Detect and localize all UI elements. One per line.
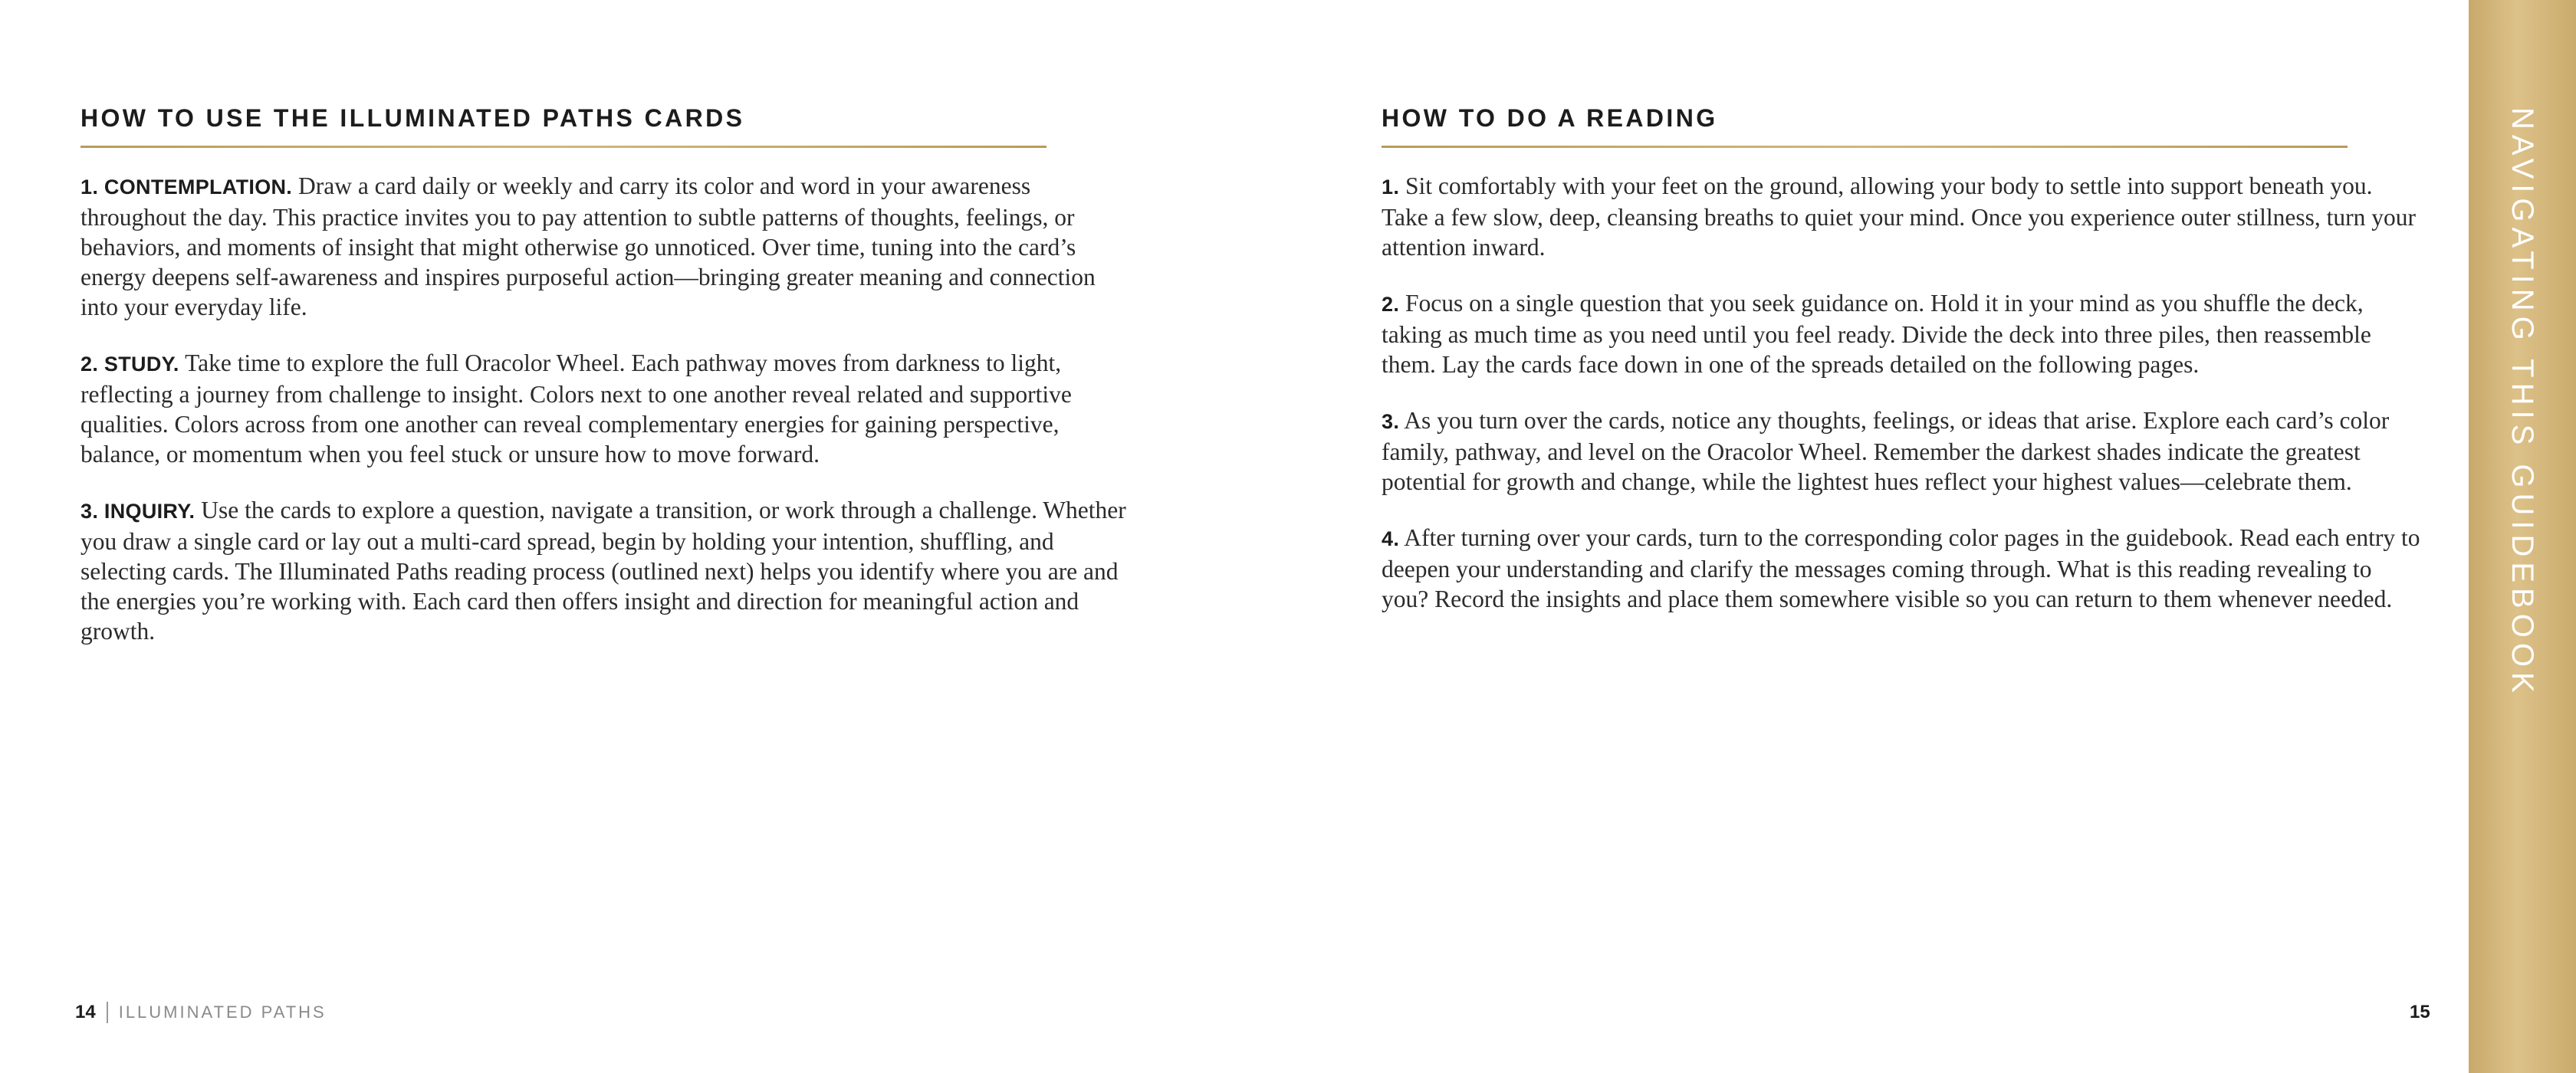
footer-divider [107, 1002, 108, 1023]
paragraph-text: Use the cards to explore a question, navigate a transition, or work through a challenge. Whether you draw a single card or lay out a multi-card spread, begin by holding your intention, shuffling, and selecting cards. The Illuminated Paths reading process (outlined next) helps you identify where you are and the energies you’re working with. Each card then offers insight and direction for meaningful action and growth. [80, 497, 1126, 645]
paragraph-lead: 1. CONTEMPLATION. [80, 176, 293, 199]
paragraph-text: After turning over your cards, turn to the corresponding color pages in the guidebook. Read each entry to deepen your understanding and clarify the messages coming through. What is this reading revealing to you? Record the insights and place them somewhere visible so you can return to them whenever needed. [1382, 524, 2420, 612]
left-section-heading: HOW TO USE THE ILLUMINATED PATHS CARDS [80, 104, 745, 132]
right-paragraph-step-4 [1382, 523, 2424, 614]
paragraph-text: Take time to explore the full Oracolor Wheel. Each pathway moves from darkness to light, reflecting a journey from challenge to insight. Colors next to one another reveal related and supportive qualities. Colors across from one another can reveal complementary energies for gaining perspective, balance, or momentum when you feel stuck or unsure how to move forward. [80, 349, 1072, 468]
paragraph-text: As you turn over the cards, notice any thoughts, feelings, or ideas that arise. Explore each card’s color family, pathway, and level on the Oracolor Wheel. Remember the darkest shades indicate the greatest potential for growth and change, while the lightest hues reflect your highest values—celebrate them. [1382, 407, 2390, 495]
left-page-content [80, 101, 1138, 672]
right-heading-rule [1382, 146, 2348, 148]
left-page-footer [75, 999, 327, 1025]
paragraph-lead: 2. [1382, 293, 1400, 316]
section-side-tab [2469, 0, 2576, 1073]
right-page-number: 15 [2410, 1002, 2430, 1022]
left-paragraph-inquiry [80, 495, 1138, 646]
left-heading-rule [80, 146, 1046, 148]
side-tab-label: NAVIGATING THIS GUIDEBOOK [2505, 107, 2539, 698]
paragraph-lead: 3. [1382, 410, 1400, 433]
right-page-content [1382, 101, 2424, 640]
paragraph-lead: 3. INQUIRY. [80, 500, 196, 523]
right-paragraph-step-3 [1382, 405, 2424, 497]
right-section-heading: HOW TO DO A READING [1382, 104, 1718, 132]
paragraph-text: Sit comfortably with your feet on the ground, allowing your body to settle into support beneath you. Take a few slow, deep, cleansing breaths to quiet your mind. Once you experience outer stillness, turn your attention inward. [1382, 172, 2416, 261]
left-paragraph-study [80, 348, 1138, 469]
paragraph-lead: 1. [1382, 176, 1400, 199]
paragraph-text: Focus on a single question that you seek guidance on. Hold it in your mind as you shuffle the deck, taking as much time as you need until you feel ready. Divide the deck into three piles, then reassemble them. Lay the cards face down in one of the spreads detailed on the following pages. [1382, 290, 2371, 378]
right-paragraph-step-2 [1382, 288, 2424, 379]
paragraph-lead: 2. STUDY. [80, 353, 179, 376]
left-paragraph-contemplation [80, 171, 1138, 322]
left-page-number: 14 [75, 1002, 96, 1022]
right-paragraph-step-1 [1382, 171, 2424, 262]
running-title: ILLUMINATED PATHS [118, 1002, 327, 1022]
paragraph-text: Draw a card daily or weekly and carry its color and word in your awareness throughout the day. This practice invites you to pay attention to subtle patterns of thoughts, feelings, or behaviors, and moments of insight that might otherwise go unnoticed. Over time, tuning into the card’s energy deepens self-awareness and inspires purposeful action—bringing greater meaning and connection into your everyday life. [80, 172, 1096, 320]
paragraph-lead: 4. [1382, 527, 1400, 550]
